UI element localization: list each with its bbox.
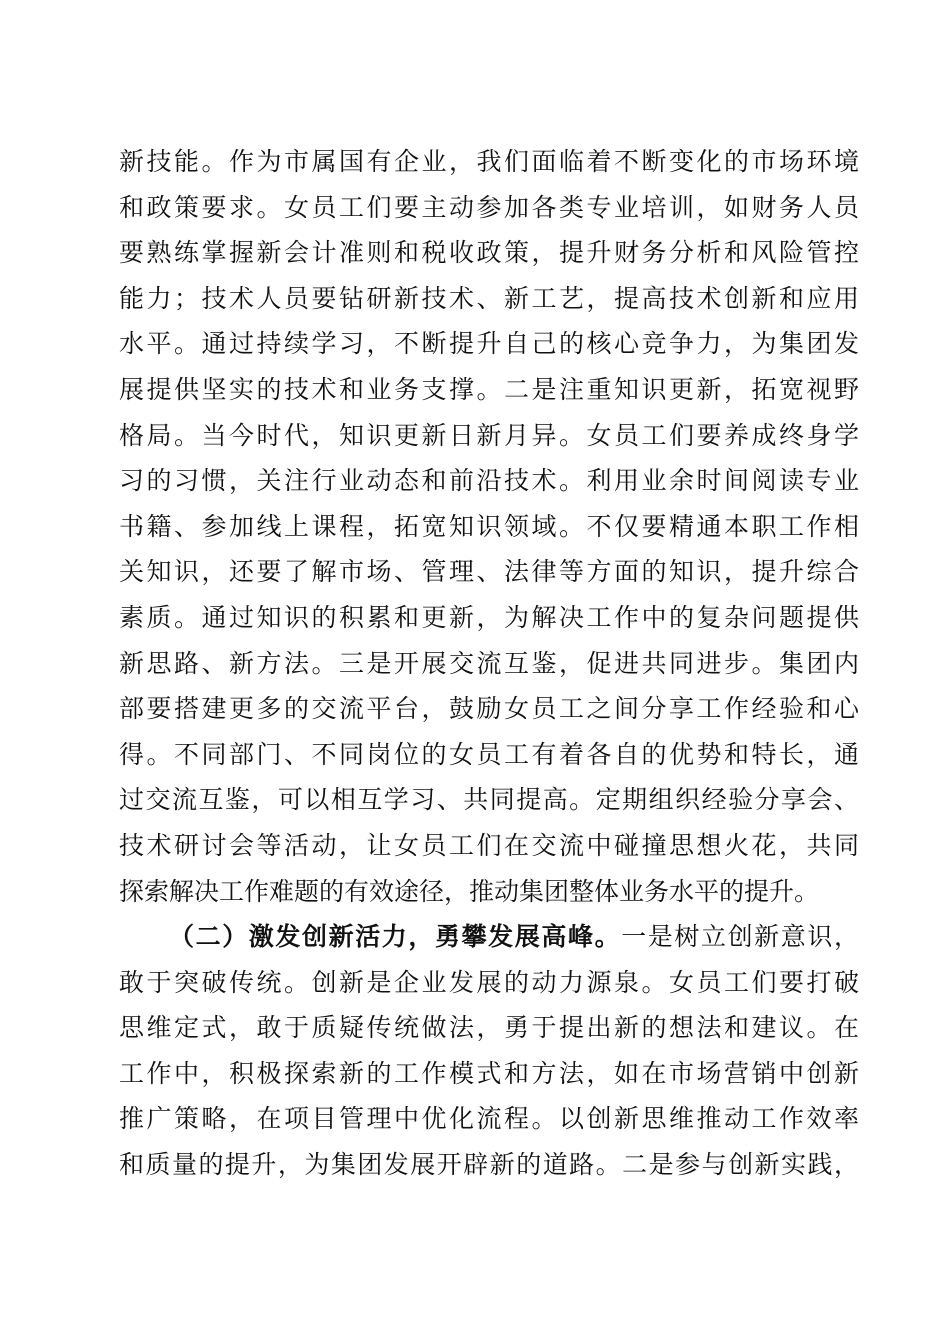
text-line: 技术研讨会等活动，让女员工们在交流中碰撞思想火花，共同	[119, 830, 859, 860]
text-line: 推广策略，在项目管理中优化流程。以创新思维推动工作效率	[119, 1104, 859, 1134]
text-line: 格局。当今时代，知识更新日新月异。女员工们要养成终身学	[119, 420, 859, 450]
section-heading: （二）激发创新活力，勇攀发展高峰。	[169, 922, 622, 952]
text-line: 水平。通过持续学习，不断提升自己的核心竞争力，为集团发	[119, 329, 859, 359]
text-line: 工作中，积极探索新的工作模式和方法，如在市场营销中创新	[119, 1058, 859, 1088]
text-line: 思维定式，敢于质疑传统做法，勇于提出新的想法和建议。在	[119, 1013, 859, 1043]
text-line: 敢于突破传统。创新是企业发展的动力源泉。女员工们要打破	[119, 967, 859, 997]
text-line: 能力；技术人员要钻研新技术、新工艺，提高技术创新和应用	[119, 283, 859, 313]
body-text	[119, 139, 859, 1188]
text-line: 和质量的提升，为集团发展开辟新的道路。二是参与创新实践，	[119, 1150, 859, 1180]
text-line: 素质。通过知识的积累和更新，为解决工作中的复杂问题提供	[119, 602, 859, 632]
section-heading-line	[119, 914, 859, 960]
text-line: 关知识，还要了解市场、管理、法律等方面的知识，提升综合	[119, 557, 859, 587]
text-line: 新思路、新方法。三是开展交流互鉴，促进共同进步。集团内	[119, 648, 859, 678]
text-line: 新技能。作为市属国有企业，我们面临着不断变化的市场环境	[119, 147, 859, 176]
text-line: 探索解决工作难题的有效途径，推动集团整体业务水平的提升。	[119, 876, 820, 906]
text-line: 要熟练掌握新会计准则和税收政策，提升财务分析和风险管控	[119, 238, 859, 268]
text-line: 过交流互鉴，可以相互学习、共同提高。定期组织经验分享会、	[119, 785, 859, 815]
text-line: 和政策要求。女员工们要主动参加各类专业培训，如财务人员	[119, 192, 859, 222]
text-line: 部要搭建更多的交流平台，鼓励女员工之间分享工作经验和心	[119, 694, 859, 724]
heading-line-text: 一是树立创新意识，	[621, 922, 859, 952]
text-line: 展提供坚实的技术和业务支撑。二是注重知识更新，拓宽视野	[119, 374, 859, 404]
text-line: 习的习惯，关注行业动态和前沿技术。利用业余时间阅读专业	[119, 466, 859, 496]
text-line: 书籍、参加线上课程，拓宽知识领域。不仅要精通本职工作相	[119, 511, 859, 541]
text-line: 得。不同部门、不同岗位的女员工有着各自的优势和特长，通	[119, 739, 859, 769]
